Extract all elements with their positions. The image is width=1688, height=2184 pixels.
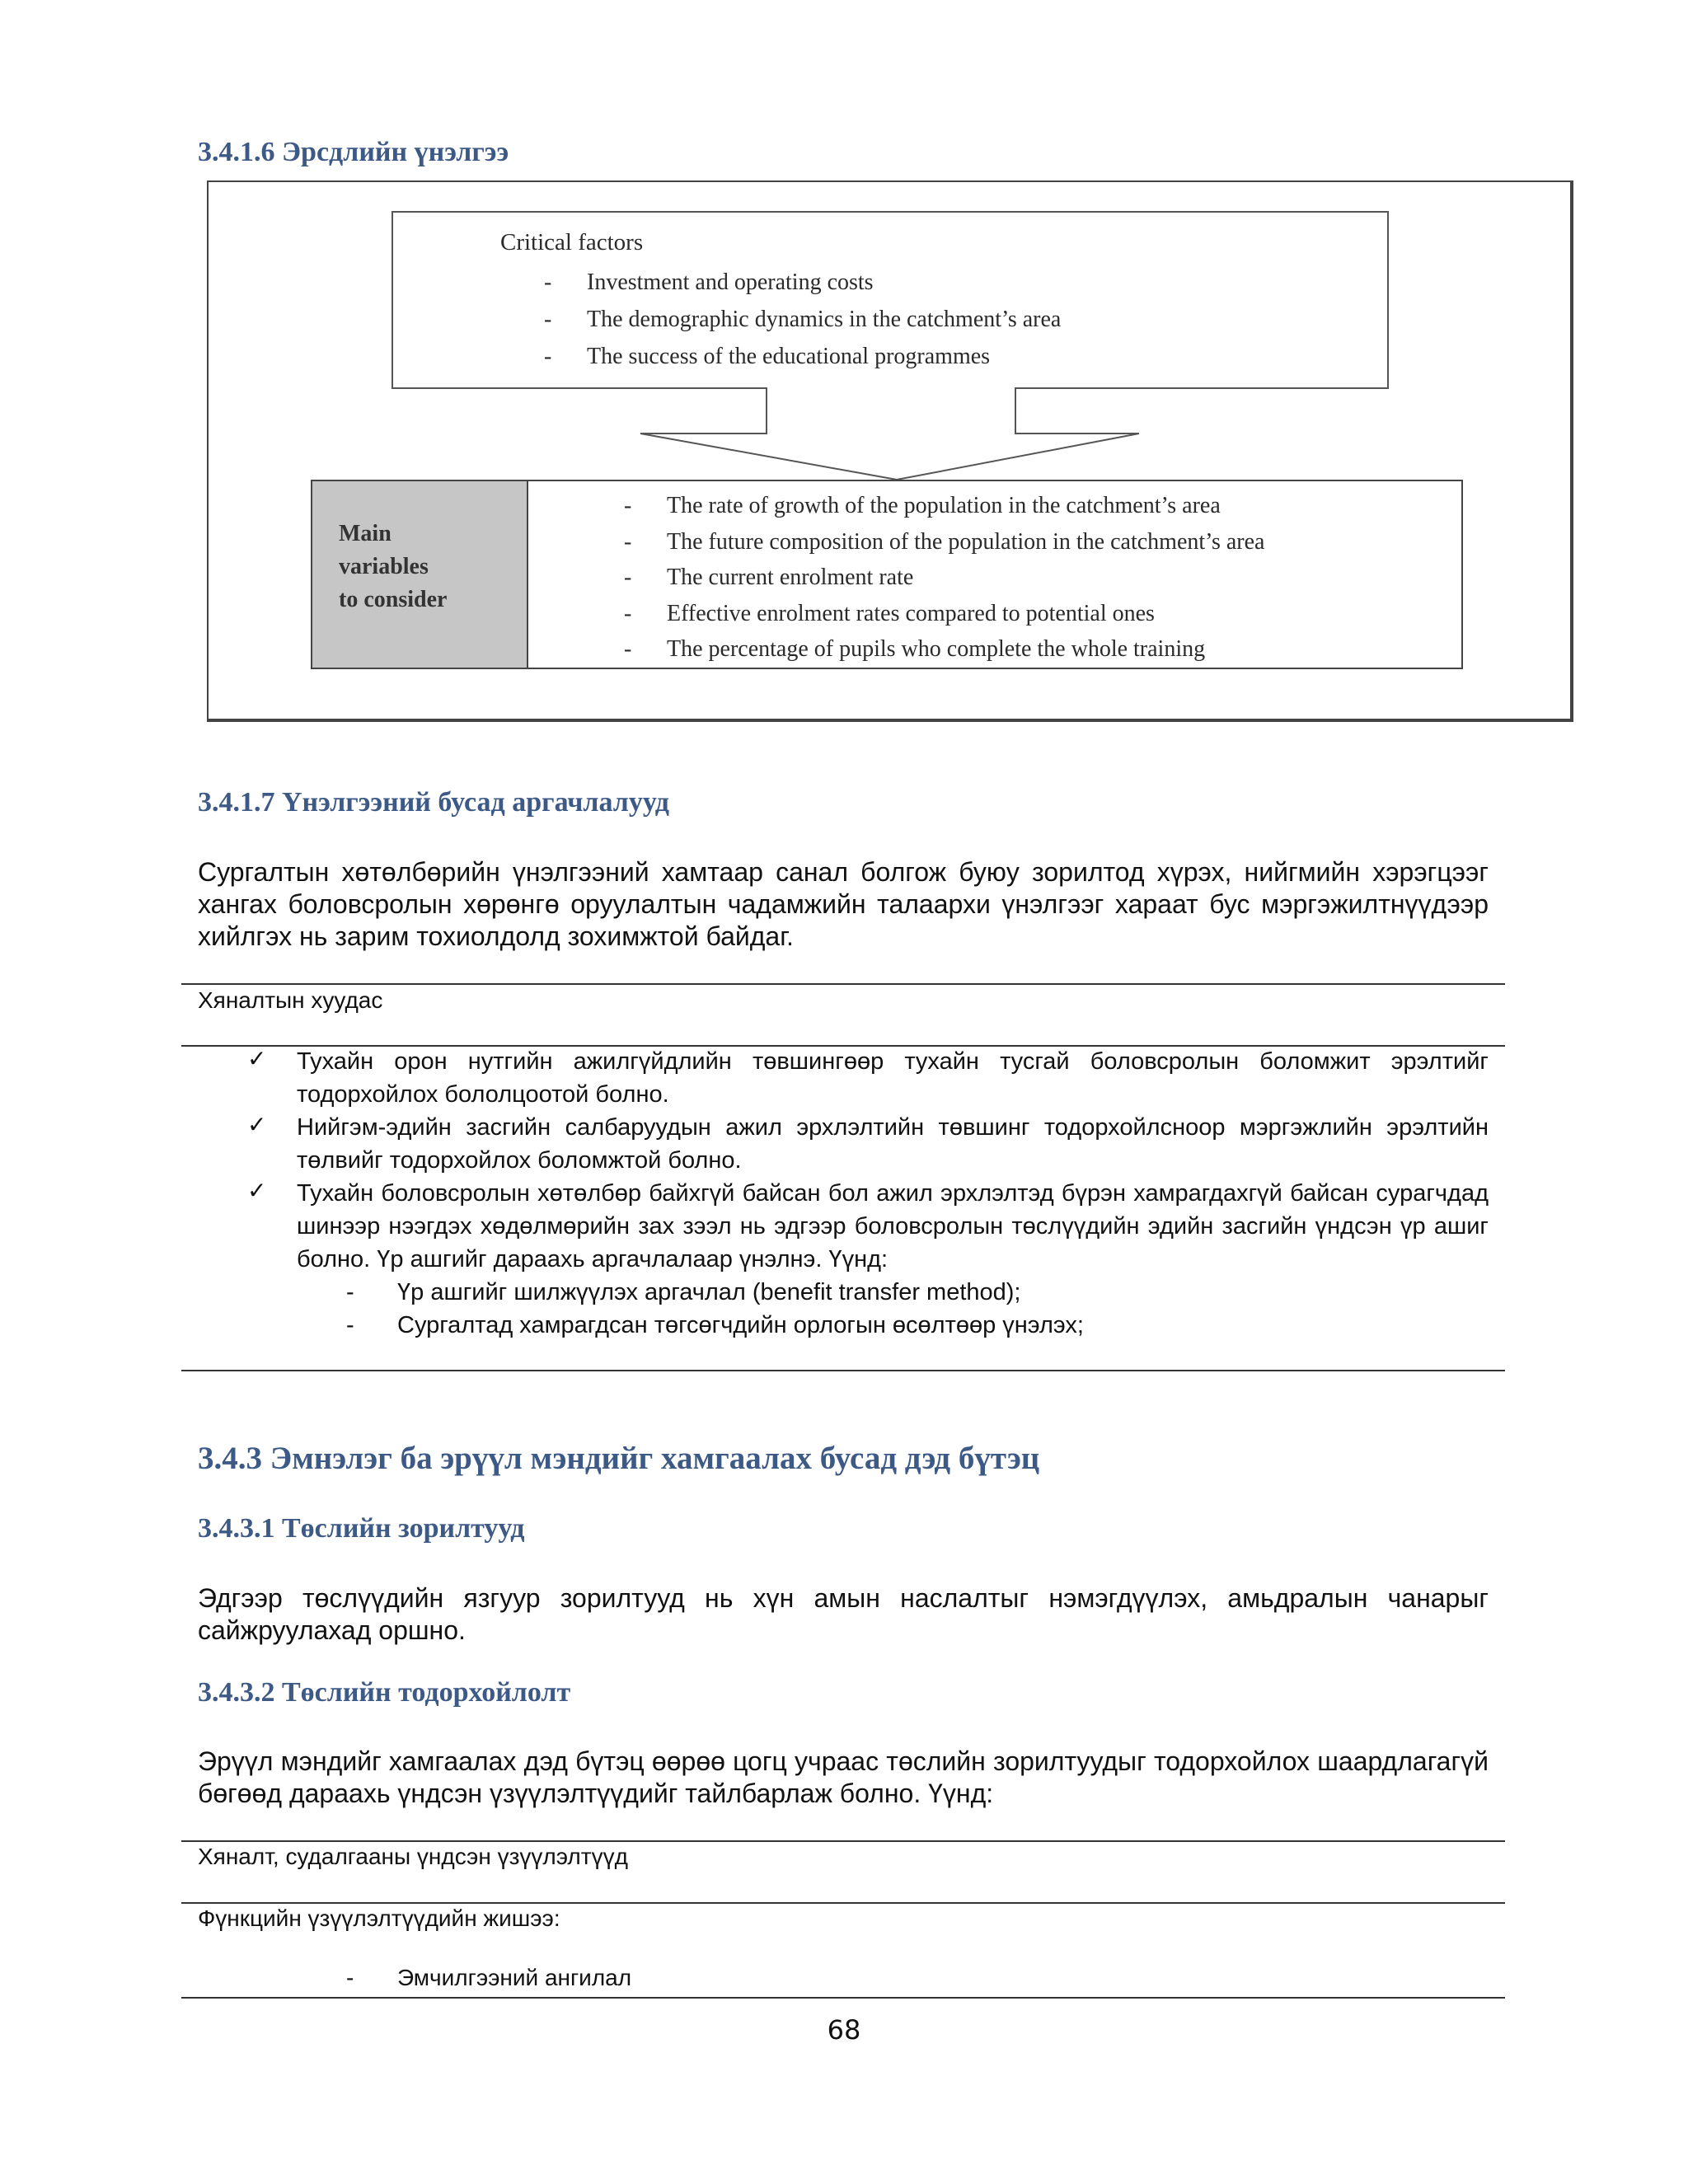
checkmark-icon: ✓ (247, 1046, 267, 1071)
main-variable-item: - The future composition of the population in the catchment’s area (624, 528, 1265, 555)
sub-list (346, 1276, 1489, 1342)
divider (181, 1840, 1505, 1842)
main-variables-label-cell (312, 481, 528, 668)
sub-list-item: - Сургалтад хамрагдсан төгсөгчдийн орлогын өсөлтөөр үнэлэх; (346, 1312, 1084, 1338)
checklist (247, 1045, 1489, 1342)
heading-343: 3.4.3 Эмнэлэг ба эрүүл мэндийг хамгаалах бусад дэд бүтэц (198, 1441, 1040, 1476)
critical-factors-list (544, 264, 1061, 375)
divider (181, 983, 1505, 985)
checkmark-icon: ✓ (247, 1112, 267, 1137)
arrow-down-icon (635, 387, 1162, 483)
main-variable-item: - The rate of growth of the population in the catchment’s area (624, 493, 1221, 518)
critical-factors-box (392, 211, 1389, 389)
heading-3432: 3.4.3.2 Төслийн тодорхойлолт (198, 1677, 571, 1708)
indicators-subtitle: Фүнкцийн үзүүлэлтүүдийн жишээ: (198, 1905, 560, 1931)
main-variables-box (311, 480, 1463, 669)
critical-factors-title: Critical factors (500, 229, 644, 255)
critical-factor-item: - The success of the educational programmes (544, 344, 991, 369)
checklist-item: ✓ Нийгэм-эдийн засгийн салбаруудын ажил эрхлэлтийн төвшинг тодорхойлсноор мэргэжлийн эрэлтийн төлвийг тодорхойлох боломжтой болно. (247, 1112, 1489, 1174)
checklist-item: ✓ Тухайн орон нутгийн ажилгүйдлийн төвшингөөр тухайн тусгай боловсролын боломжит эрэлтийг тодорхойлох бололцоотой болно. (247, 1046, 1489, 1108)
indicators-title: Хяналт, судалгааны үндсэн үзүүлэлтүүд (198, 1844, 628, 1869)
critical-factor-item: - Investment and operating costs (544, 269, 874, 295)
heading-3431: 3.4.3.1 Төслийн зорилтууд (198, 1513, 525, 1544)
page-number: 68 (827, 2014, 861, 2046)
critical-factor-item: - The demographic dynamics in the catchment’s area (544, 307, 1062, 332)
divider (181, 1997, 1505, 1999)
divider (181, 1370, 1505, 1371)
main-variable-item: - The current enrolment rate (624, 565, 914, 590)
indicator-item: - Эмчилгээний ангилал (346, 1965, 632, 1990)
heading-3416: 3.4.1.6 Эрсдлийн үнэлгээ (198, 137, 509, 167)
checkmark-icon: ✓ (247, 1178, 267, 1203)
heading-3417: 3.4.1.7 Үнэлгээний бусад аргачлалууд (198, 787, 669, 818)
main-variable-item: - Effective enrolment rates compared to potential ones (624, 600, 1155, 626)
main-variables-label: Main variables to consider (339, 521, 448, 612)
paragraph-3431: Эдгээр төслүүдийн язгуур зорилтууд нь хүн амын наслалтыг нэмэгдүүлэх, амьдралын чанарыг сайжруулахад оршно. (198, 1583, 1489, 1645)
paragraph-3417: Сургалтын хөтөлбөрийн үнэлгээний хамтаар санал болгож буюу зорилтод хүрэх, нийгмийн хэрэгцээг хангах боловсролын хөрөнгө оруулалтын чадамжийн талаархи үнэлгээг хараат бус мэргэжилтнүүдээр хийлгэх нь зарим тохиолдолд зохимжтой байдаг. (198, 857, 1489, 951)
divider (181, 1902, 1505, 1904)
checklist-title: Хяналтын хуудас (198, 987, 383, 1013)
main-variable-item: - The percentage of pupils who complete the whole training (624, 636, 1206, 662)
paragraph-3432: Эрүүл мэндийг хамгаалах дэд бүтэц өөрөө цогц учраас төслийн зорилтуудыг тодорхойлох шаардлагагүй бөгөөд дараахь үндсэн үзүүлэлтүүдийг тайлбарлаж болно. Үүнд: (198, 1746, 1489, 1808)
sub-list-item: - Үр ашгийг шилжүүлэх аргачлал (benefit transfer method); (346, 1279, 1021, 1305)
main-variables-list (624, 488, 1264, 668)
checklist-item: ✓ Тухайн боловсролын хөтөлбөр байхгүй байсан бол ажил эрхлэлтэд бүрэн хамрагдахгүй байсан сурагчдад шинээр нээгдэх хөдөлмөрийн зах зээл нь эдгээр боловсролын төслүүдийн эдийн засгийн үндсэн үр ашиг болно. Үр ашгийг дараахь аргачлалаар үнэлнэ. Үүнд: (247, 1178, 1489, 1272)
